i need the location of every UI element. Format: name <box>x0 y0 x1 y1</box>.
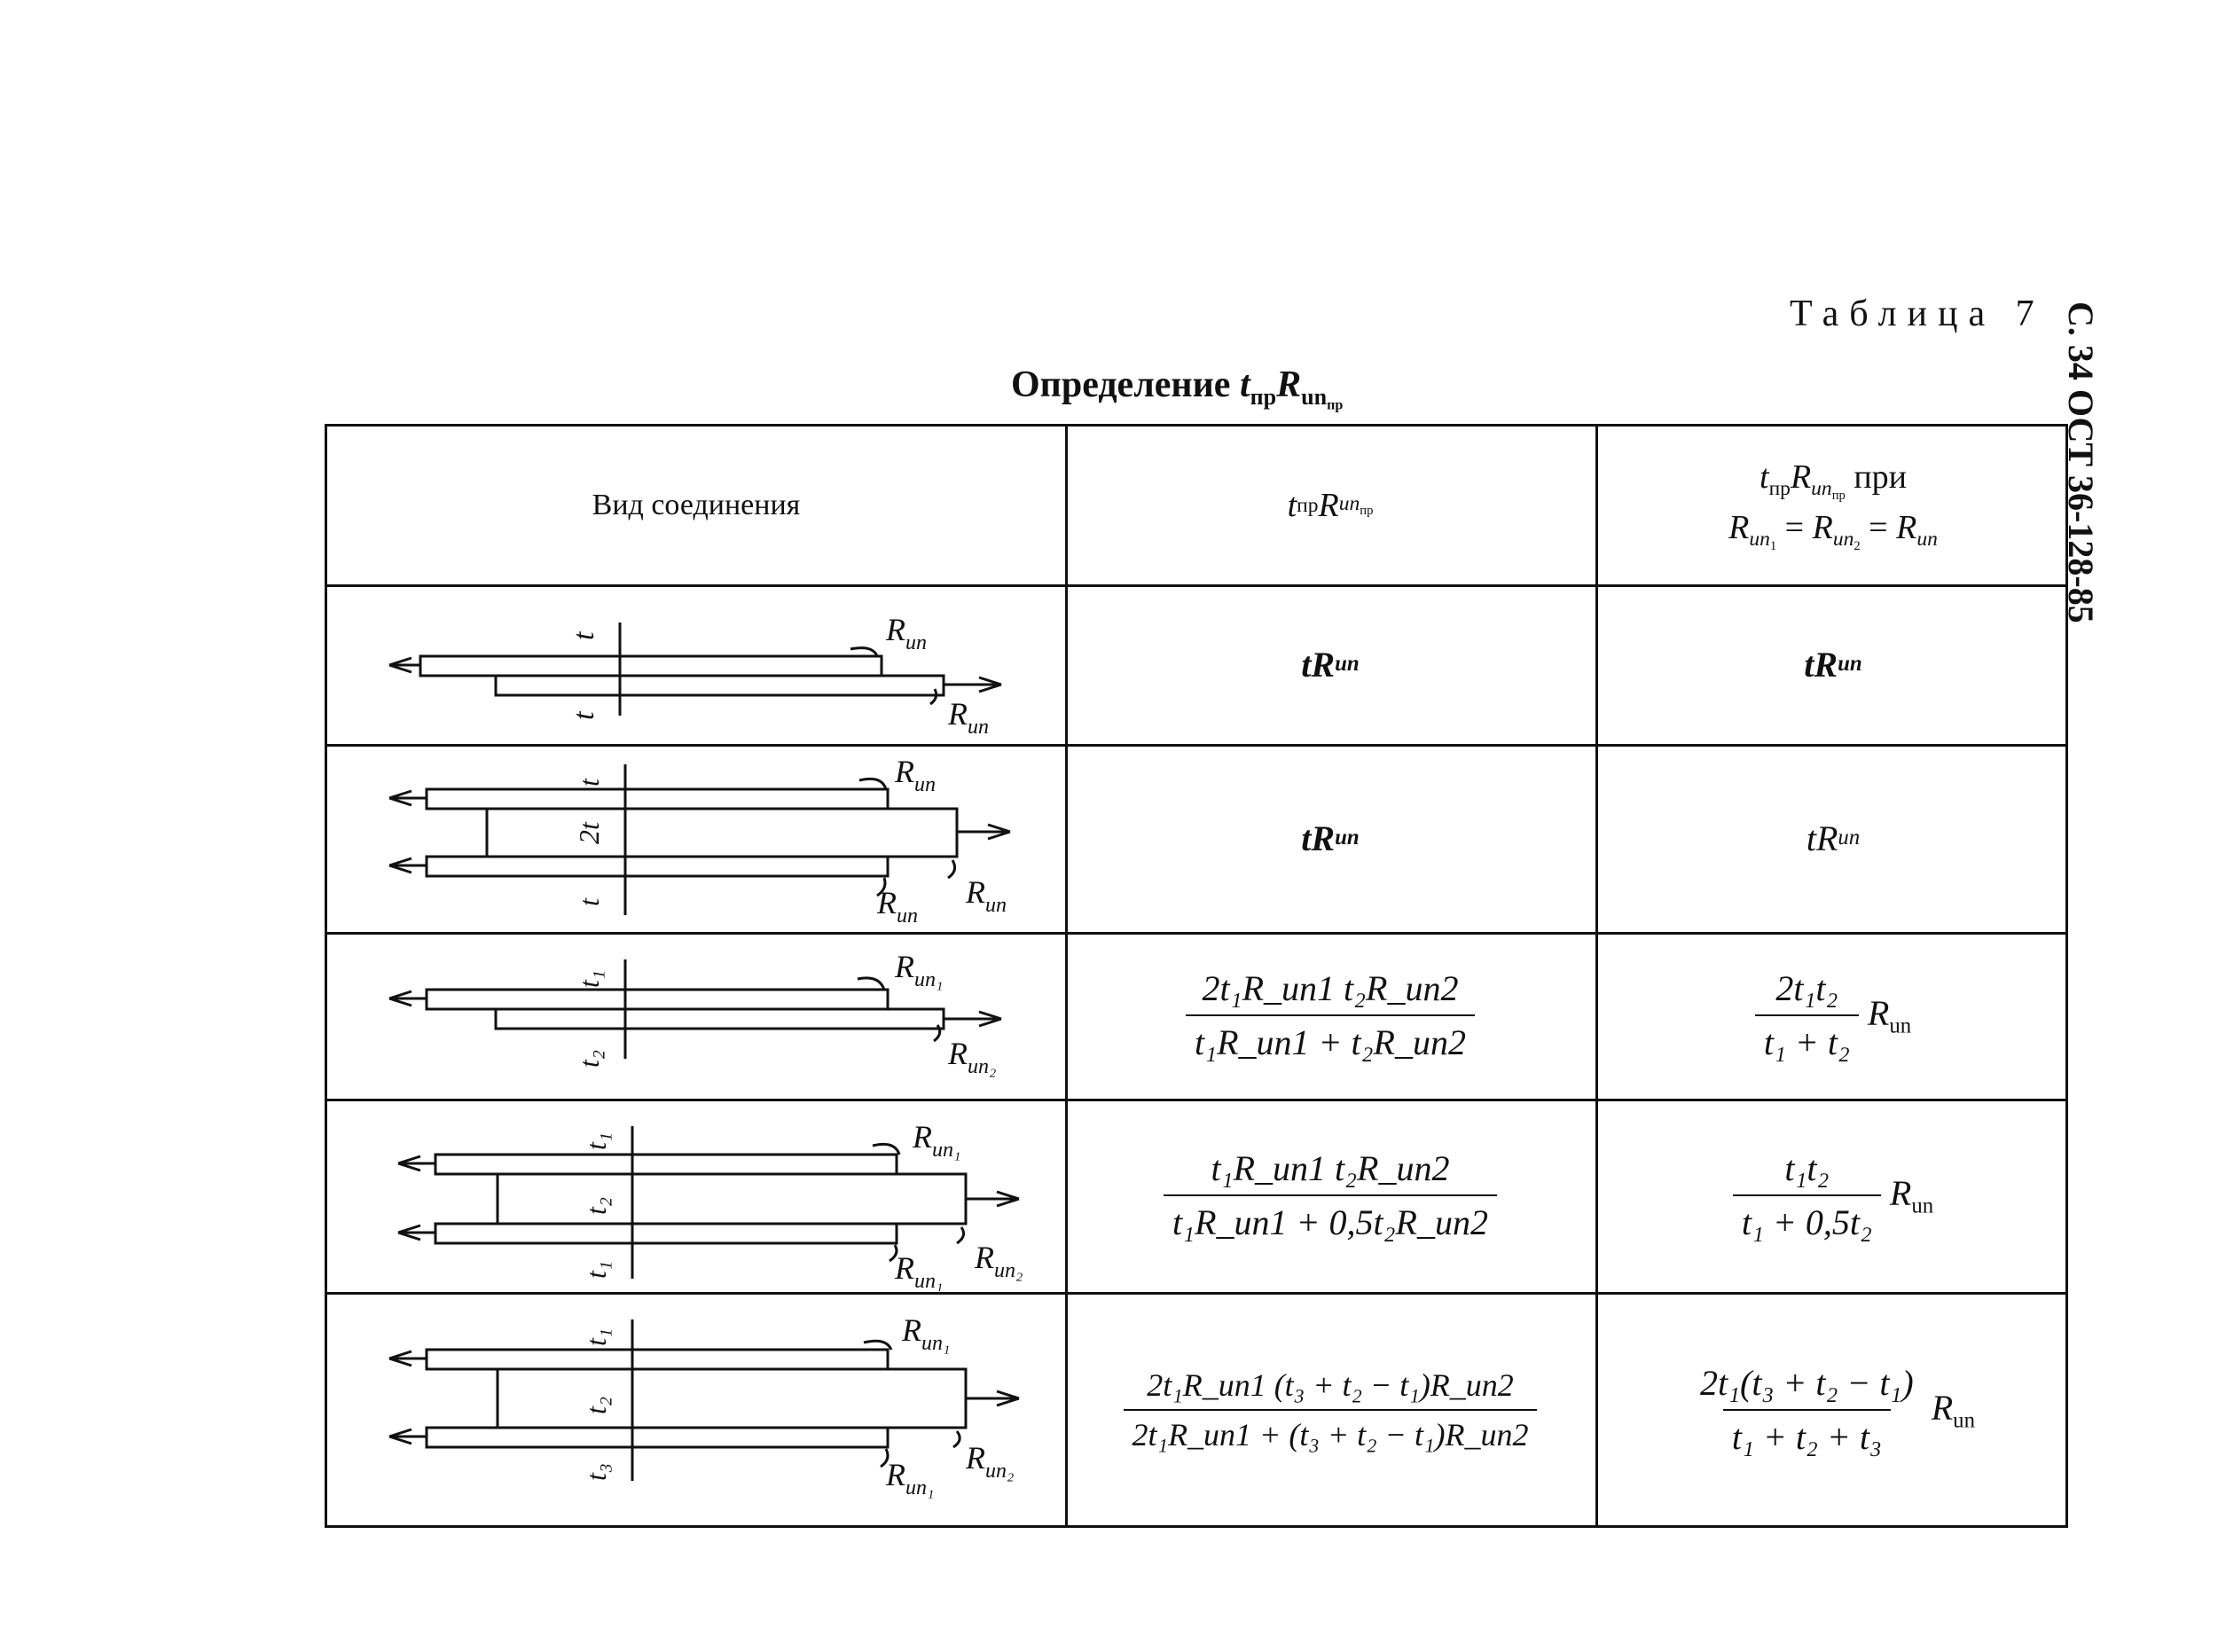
row-2-tpr-run-equal: tR un <box>1806 818 1861 858</box>
fraction <box>1186 967 1475 1063</box>
diagram-row-1 <box>327 587 1063 743</box>
fraction-numerator: 2t₁R_un1 t₂R_un2 <box>1202 968 1459 1008</box>
table-title <box>1011 364 1343 414</box>
svg-text:t: t <box>568 631 600 640</box>
svg-text:Run: $R_{un}$ <box>877 885 918 928</box>
svg-text:t₂: t₂ <box>580 1396 612 1414</box>
row-2-tpr-run: tR un <box>1301 818 1360 858</box>
multiplier: $R_{un}$ <box>1889 1172 1934 1218</box>
fraction <box>1124 1366 1538 1453</box>
multiplier: $R_{un}$ <box>1867 992 1912 1038</box>
fraction-numerator: 2t₁t₂ <box>1775 968 1838 1008</box>
svg-text:Run₁: $R_{un_1}$ <box>913 1119 961 1162</box>
fraction-numerator: 2t₁R_un1 (t₃ + t₂ − t₁)R_un2 <box>1147 1367 1514 1403</box>
svg-text:Run₁: $R_{un_1}$ <box>902 1312 951 1355</box>
fraction-numerator: 2t₁(t₃ + t₂ − t₁) <box>1700 1363 1914 1403</box>
page-side-header: С. 34 ОСТ 36-128-85 <box>2061 301 2101 623</box>
fraction-denominator: t₁R_un1 + 0,5t₂R_un2 <box>1164 1194 1497 1243</box>
svg-text:Run: $R_{un}$ <box>948 696 989 739</box>
row-1-tpr-run: tR un <box>1301 644 1360 685</box>
diagram-row-3 <box>327 935 1063 1098</box>
header-col3-line2: $R_{un_1} = R_{un_2} = R_{un}$ <box>1728 509 1938 554</box>
fraction <box>1164 1147 1497 1243</box>
svg-text:t₁: t₁ <box>580 1260 612 1279</box>
fraction <box>1755 967 1859 1063</box>
row-4-tpr-run-equal <box>1595 1099 2071 1292</box>
fraction-denominator: 2t₁R_un1 + (t₃ + t₂ − t₁)R_un2 <box>1124 1409 1538 1453</box>
title-r-sub: unпр <box>1301 384 1344 413</box>
diagram-row-2 <box>327 747 1063 931</box>
row-3-tpr-run-equal <box>1595 932 2071 1099</box>
row-3-tpr-run <box>1065 932 1595 1099</box>
diagram-row-4 <box>327 1101 1063 1291</box>
fraction-denominator: t₁ + 0,5t₂ <box>1733 1194 1881 1243</box>
svg-text:Run₂: $R_{un_2}$ <box>948 1036 997 1078</box>
diagram-row-5 <box>327 1295 1063 1527</box>
svg-text:Run₁: $R_{un_1}$ <box>886 1457 935 1499</box>
table-caption: Таблица 7 <box>1790 294 2045 334</box>
svg-text:t₃: t₃ <box>580 1462 612 1481</box>
svg-text:t₁: t₁ <box>580 1131 612 1150</box>
svg-text:2t: 2t <box>573 822 605 844</box>
fraction-denominator: t₁ + t₂ <box>1755 1014 1859 1063</box>
row-5-tpr-run-equal <box>1595 1292 2071 1528</box>
fraction <box>1691 1362 1923 1458</box>
table-7 <box>325 424 2068 1528</box>
header-col3-line1: $t_{пр}R_{un_{пр}}$ при <box>1760 458 1907 504</box>
table-title-prefix: Определение <box>1011 364 1231 405</box>
svg-text:t₁: t₁ <box>573 969 605 988</box>
fraction-numerator: t₁t₂ <box>1784 1148 1830 1188</box>
svg-text:Run: $R_{un}$ <box>966 874 1007 917</box>
svg-text:t: t <box>568 711 600 720</box>
row-5-tpr-run <box>1065 1292 1595 1528</box>
svg-text:t: t <box>573 898 605 906</box>
fraction <box>1733 1147 1881 1243</box>
svg-text:Run₂: $R_{un_2}$ <box>975 1240 1023 1282</box>
svg-text:Run: $R_{un}$ <box>886 612 927 654</box>
svg-text:Run₁: $R_{un_1}$ <box>895 1250 944 1291</box>
multiplier: $R_{un}$ <box>1931 1387 1975 1433</box>
svg-text:t₂: t₂ <box>573 1049 605 1068</box>
svg-text:Run₁: $R_{un_1}$ <box>895 949 944 991</box>
header-connection-type: Вид соединения <box>592 489 801 521</box>
svg-text:Run: $R_{un}$ <box>895 754 936 796</box>
svg-text:t: t <box>573 779 605 787</box>
svg-text:Run₂: $R_{un_2}$ <box>966 1440 1015 1483</box>
svg-text:t₁: t₁ <box>580 1327 612 1346</box>
fraction-numerator: t₁R_un1 t₂R_un2 <box>1211 1148 1450 1188</box>
title-r-symbol: R <box>1276 364 1302 405</box>
header-tpr-run-equal <box>1595 427 2071 584</box>
fraction-denominator: t₁R_un1 + t₂R_un2 <box>1186 1014 1475 1063</box>
title-t-symbol: t <box>1239 364 1250 405</box>
fraction-denominator: t₁ + t₂ + t₃ <box>1723 1409 1891 1458</box>
header-tpr-run: t пр R $un_{пр}$ <box>1287 487 1374 524</box>
row-1-tpr-run-equal: tR un <box>1804 644 1862 685</box>
svg-text:t₂: t₂ <box>580 1196 612 1215</box>
row-4-tpr-run <box>1065 1099 1595 1292</box>
title-t-sub: пр <box>1250 384 1277 411</box>
